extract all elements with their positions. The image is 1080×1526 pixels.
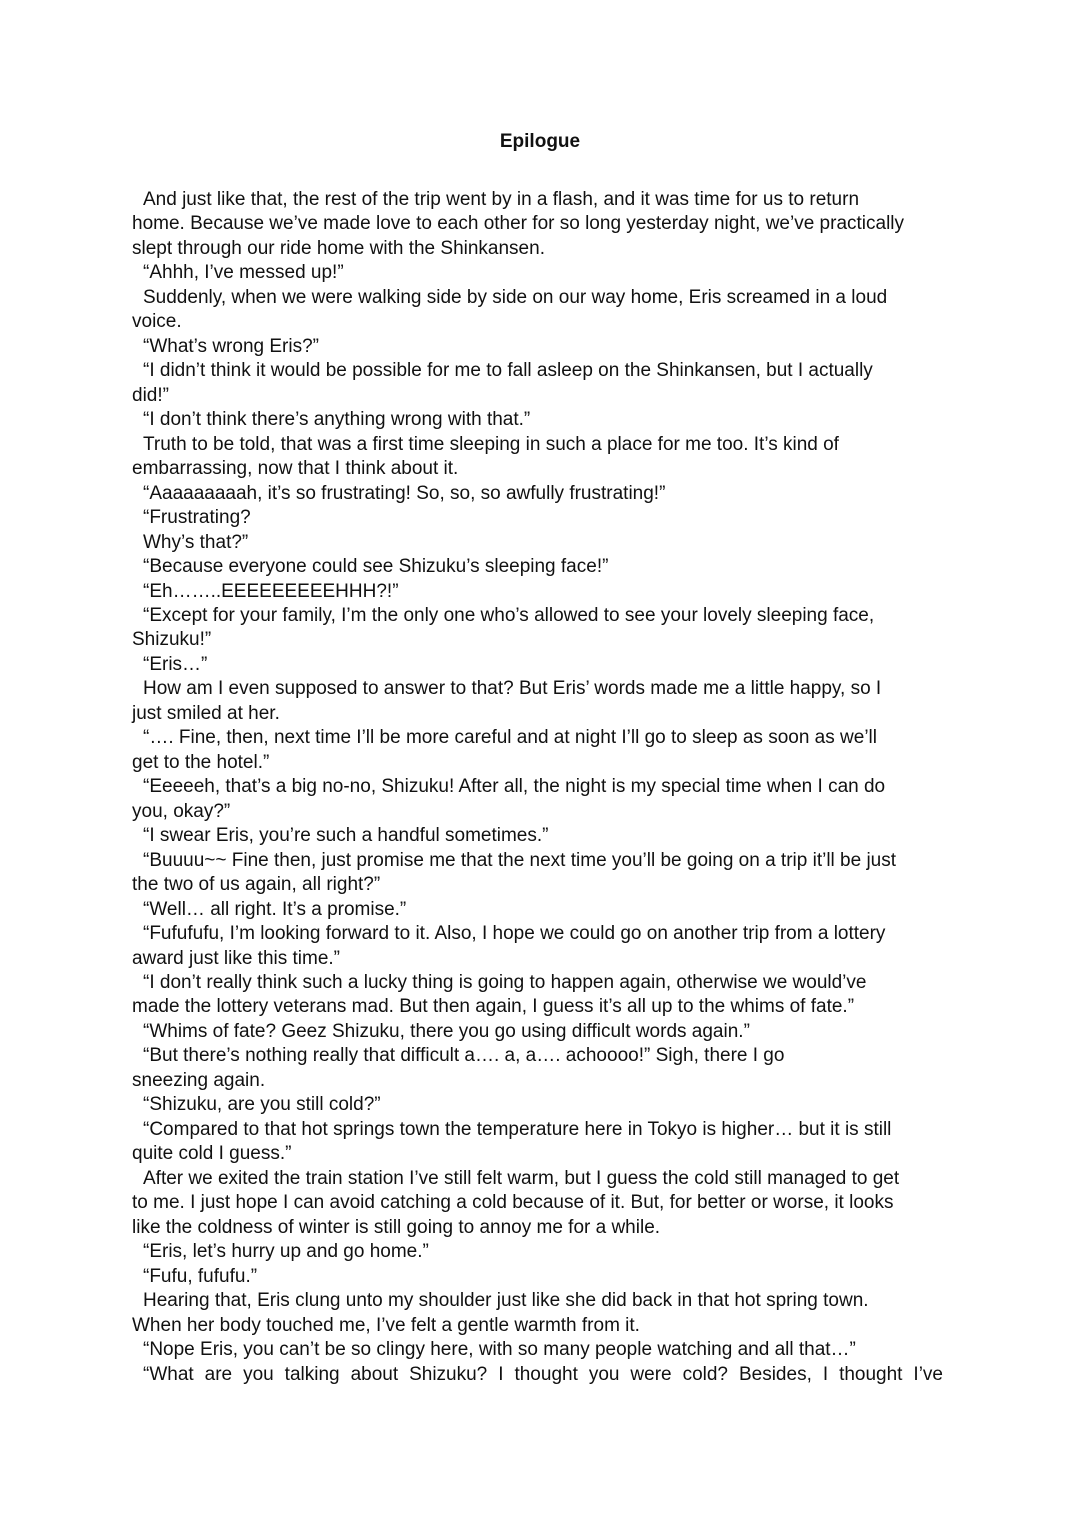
text-line: “Except for your family, I’m the only one who’s allowed to see your lovely sleeping face, — [143, 604, 875, 626]
text-line: “Eris, let’s hurry up and go home.” — [143, 1241, 429, 1263]
paragraph — [131, 726, 943, 775]
paragraph — [131, 506, 943, 530]
paragraph — [131, 1240, 943, 1264]
text-line: just smiled at her. — [132, 702, 280, 724]
paragraph — [131, 1118, 943, 1167]
paragraph — [131, 1020, 943, 1044]
text-line: “Ahhh, I’ve messed up!” — [143, 262, 344, 284]
paragraph — [131, 286, 943, 335]
text-line: How am I even supposed to answer to that? But Eris’ words made me a little happy, so I — [143, 678, 882, 700]
text-line: “Aaaaaaaaah, it’s so frustrating! So, so, so awfully frustrating!” — [143, 482, 666, 504]
text-line: “Because everyone could see Shizuku’s sleeping face!” — [143, 556, 609, 578]
text-line: voice. — [132, 311, 182, 333]
text-line: quite cold I guess.” — [132, 1143, 292, 1165]
paragraph — [131, 1265, 943, 1289]
text-line: “What are you talking about Shizuku? I thought you were cold? Besides, I thought I’ve — [143, 1363, 943, 1385]
text-line: After we exited the train station I’ve still felt warm, but I guess the cold still managed to get — [143, 1167, 900, 1189]
text-line: slept through our ride home with the Shinkansen. — [132, 237, 545, 259]
paragraph — [131, 775, 943, 824]
text-line: “Eeeeeh, that’s a big no-no, Shizuku! After all, the night is my special time when I can do — [143, 776, 886, 798]
paragraph — [131, 1093, 943, 1117]
paragraph — [131, 555, 943, 579]
text-line: “I swear Eris, you’re such a handful sometimes.” — [143, 825, 549, 847]
paragraph — [131, 580, 943, 604]
text-line: award just like this time.” — [132, 947, 341, 969]
text-line: “I don’t think there’s anything wrong with that.” — [143, 409, 531, 431]
paragraph — [131, 261, 943, 285]
paragraph — [131, 898, 943, 922]
paragraph — [131, 922, 943, 971]
text-line: Suddenly, when we were walking side by side on our way home, Eris screamed in a loud — [143, 286, 888, 308]
chapter-title: Epilogue — [499, 131, 581, 152]
text-line: When her body touched me, I’ve felt a gentle warmth from it. — [132, 1314, 640, 1336]
text-line: “What’s wrong Eris?” — [143, 335, 319, 357]
paragraph — [131, 677, 943, 726]
chapter-body — [131, 188, 943, 1387]
text-line: And just like that, the rest of the trip went by in a flash, and it was time for us to return — [143, 189, 860, 210]
paragraph — [131, 1167, 943, 1240]
paragraph — [131, 849, 943, 898]
paragraph — [131, 335, 943, 359]
text-line: like the coldness of winter is still going to annoy me for a while. — [132, 1216, 661, 1238]
paragraph — [131, 604, 943, 653]
text-line: embarrassing, now that I think about it. — [132, 458, 459, 480]
text-line: “I don’t really think such a lucky thing is going to happen again, otherwise we would’ve — [143, 972, 867, 993]
text-line: to me. I just hope I can avoid catching a cold because of it. But, for better or worse, it looks — [132, 1192, 894, 1214]
text-line: Truth to be told, that was a first time sleeping in such a place for me too. It’s kind of — [143, 433, 839, 455]
text-line: “Eris…” — [143, 653, 208, 675]
text-line: Why’s that?” — [143, 531, 249, 553]
paragraph — [131, 482, 943, 506]
text-line: “Fufufufu, I’m looking forward to it. Also, I hope we could go on another trip from a lottery — [143, 923, 886, 945]
text-line: Hearing that, Eris clung unto my shoulder just like she did back in that hot spring town. — [143, 1290, 869, 1312]
paragraph — [131, 531, 943, 555]
text-line: home. Because we’ve made love to each other for so long yesterday night, we’ve practically — [132, 213, 905, 235]
paragraph — [131, 653, 943, 677]
text-line: made the lottery veterans mad. But then again, I guess it’s all up to the whims of fate.” — [132, 996, 855, 1018]
text-line: “Shizuku, are you still cold?” — [143, 1094, 381, 1116]
paragraph — [131, 824, 943, 848]
paragraph — [131, 1338, 943, 1362]
text-line: “Eh……..EEEEEEEEEHHH?!” — [143, 580, 399, 602]
paragraph — [131, 1289, 943, 1338]
paragraph — [131, 971, 943, 1020]
paragraph — [131, 433, 943, 482]
text-line: “…. Fine, then, next time I’ll be more careful and at night I’ll go to sleep as soon as we’ll — [143, 727, 877, 749]
text-line: “Compared to that hot springs town the temperature here in Tokyo is higher… but it is still — [143, 1118, 892, 1140]
text-line: “Frustrating? — [143, 507, 251, 529]
paragraph — [131, 1363, 943, 1387]
paragraph — [131, 359, 943, 408]
paragraph — [131, 188, 943, 261]
text-line: “Well… all right. It’s a promise.” — [143, 898, 407, 920]
text-line: get to the hotel.” — [132, 751, 270, 773]
text-line: “I didn’t think it would be possible for me to fall asleep on the Shinkansen, but I actually — [143, 360, 873, 382]
text-line: “Buuuu~~ Fine then, just promise me that the next time you’ll be going on a trip it’ll be just — [143, 849, 897, 871]
text-line: “Nope Eris, you can’t be so clingy here, with so many people watching and all that…” — [143, 1339, 856, 1361]
text-line: you, okay?” — [132, 800, 231, 822]
text-line: did!” — [132, 384, 169, 406]
text-line: “Fufu, fufufu.” — [143, 1265, 258, 1287]
text-line: the two of us again, all right?” — [132, 874, 381, 896]
paragraph — [131, 408, 943, 432]
text-line: “Whims of fate? Geez Shizuku, there you go using difficult words again.” — [143, 1020, 750, 1042]
text-line: “But there’s nothing really that difficult a…. a, a…. achoooo!” Sigh, there I go — [143, 1045, 785, 1067]
paragraph — [131, 1044, 943, 1093]
text-line: Shizuku!” — [132, 629, 212, 651]
text-line: sneezing again. — [132, 1069, 266, 1091]
